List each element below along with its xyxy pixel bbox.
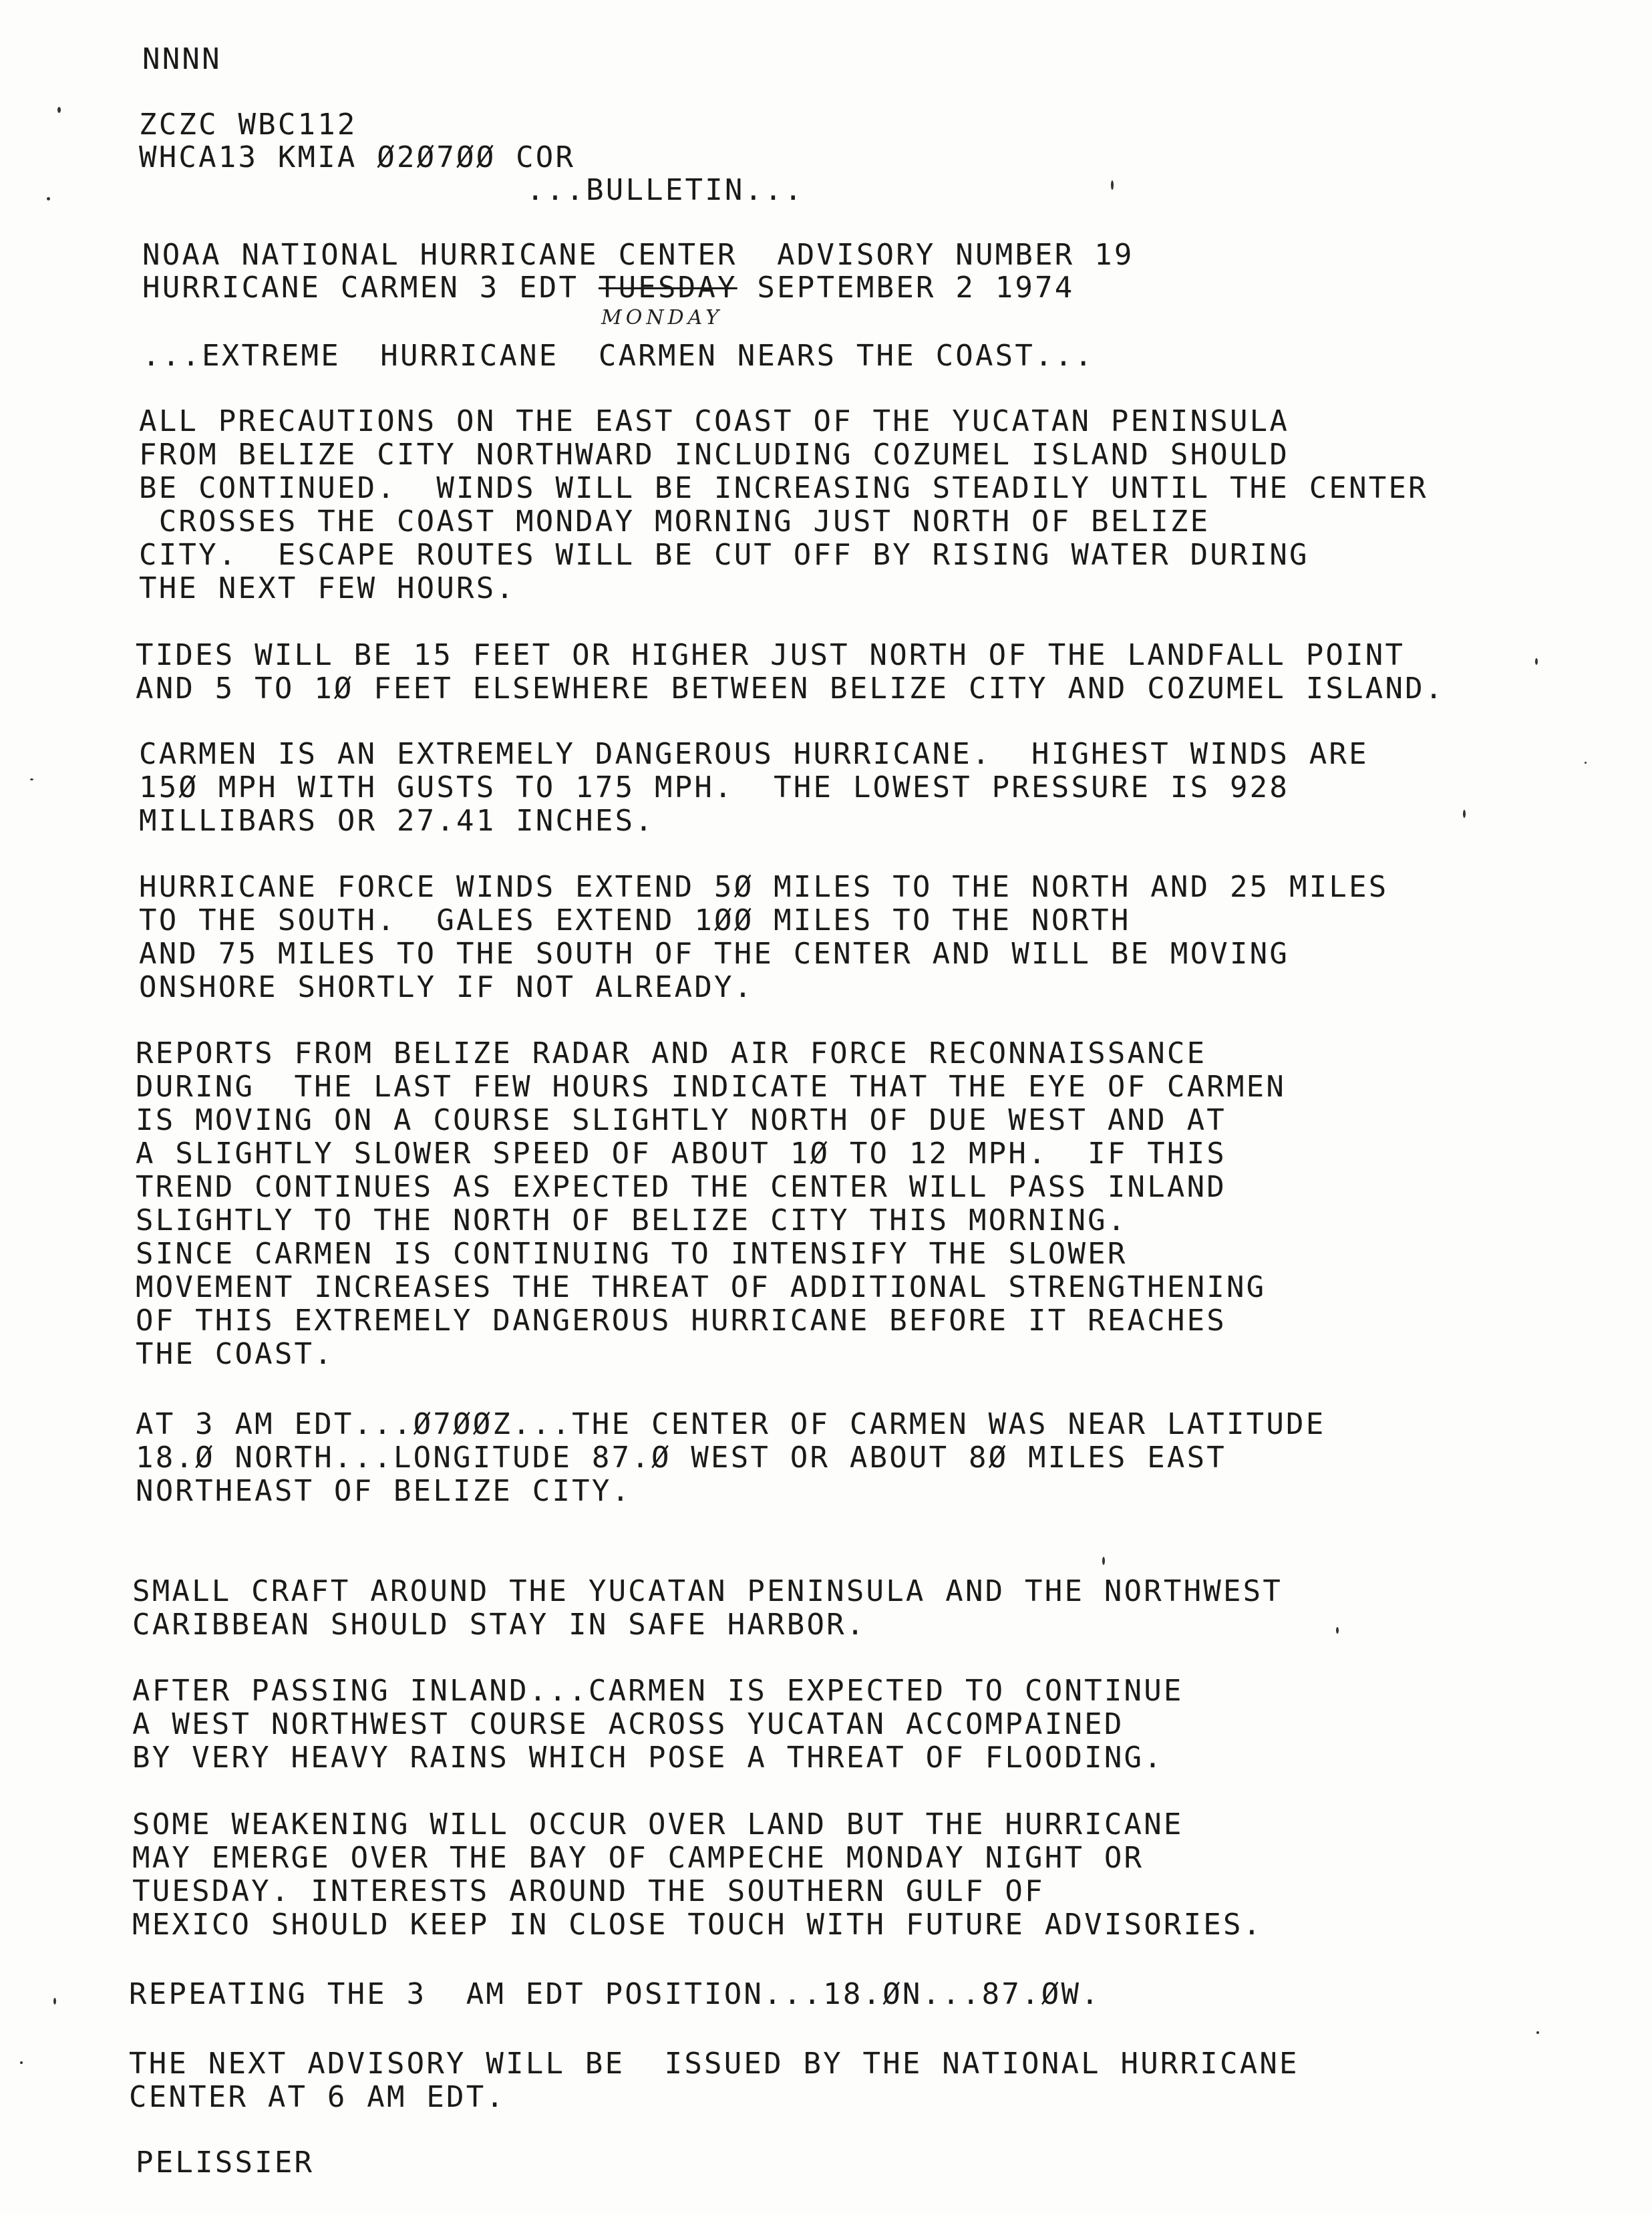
header-line-whca: WHCA13 KMIA Ø2Ø7ØØ COR (139, 140, 576, 174)
scan-speck (20, 2061, 23, 2064)
scan-speck (1585, 762, 1587, 764)
p7-line: CARIBBEAN SHOULD STAY IN SAFE HARBOR. (132, 1608, 866, 1642)
scan-speck (47, 197, 50, 200)
p5-line: SLIGHTLY TO THE NORTH OF BELIZE CITY THIS MORNING. (136, 1203, 1128, 1237)
p4-line: HURRICANE FORCE WINDS EXTEND 5Ø MILES TO THE NORTH AND 25 MILES (139, 870, 1389, 904)
p3-line: CARMEN IS AN EXTREMELY DANGEROUS HURRICANE. HIGHEST WINDS ARE (139, 737, 1369, 771)
p1-line: CITY. ESCAPE ROUTES WILL BE CUT OFF BY RISING WATER DURING (139, 538, 1309, 572)
scan-speck (1336, 1627, 1339, 1634)
p5-line: OF THIS EXTREMELY DANGEROUS HURRICANE BEFORE IT REACHES (136, 1304, 1226, 1338)
p9-line: MEXICO SHOULD KEEP IN CLOSE TOUCH WITH FUTURE ADVISORIES. (132, 1908, 1263, 1942)
p9-line: MAY EMERGE OVER THE BAY OF CAMPECHE MONDAY NIGHT OR (132, 1841, 1144, 1875)
p5-line: A SLIGHTLY SLOWER SPEED OF ABOUT 1Ø TO 12 MPH. IF THIS (136, 1137, 1226, 1171)
p6-line: 18.Ø NORTH...LONGITUDE 87.Ø WEST OR ABOUT 8Ø MILES EAST (136, 1441, 1226, 1475)
agency-advisory-line: NOAA NATIONAL HURRICANE CENTER ADVISORY NUMBER 19 (142, 238, 1134, 272)
p1-line: BE CONTINUED. WINDS WILL BE INCREASING STEADILY UNTIL THE CENTER (139, 471, 1428, 505)
p5-line: MOVEMENT INCREASES THE THREAT OF ADDITIONAL STRENGTHENING (136, 1270, 1267, 1304)
p4-line: ONSHORE SHORTLY IF NOT ALREADY. (139, 970, 754, 1004)
p4-line: AND 75 MILES TO THE SOUTH OF THE CENTER AND WILL BE MOVING (139, 937, 1290, 971)
p5-line: DURING THE LAST FEW HOURS INDICATE THAT THE EYE OF CARMEN (136, 1070, 1287, 1104)
p8-line: A WEST NORTHWEST COURSE ACROSS YUCATAN ACCOMPAINED (132, 1707, 1124, 1741)
p9-line: SOME WEAKENING WILL OCCUR OVER LAND BUT THE HURRICANE (132, 1807, 1184, 1841)
scan-speck (57, 107, 61, 113)
p2-line: AND 5 TO 1Ø FEET ELSEWHERE BETWEEN BELIZE CITY AND COZUMEL ISLAND. (136, 672, 1445, 706)
p6-line: NORTHEAST OF BELIZE CITY. (136, 1474, 632, 1508)
scan-speck (1463, 810, 1466, 818)
p11-line: THE NEXT ADVISORY WILL BE ISSUED BY THE NATIONAL HURRICANE (129, 2047, 1299, 2081)
scan-speck (1535, 658, 1538, 665)
scan-speck (30, 778, 33, 780)
storm-date-prefix: HURRICANE CARMEN 3 EDT (142, 271, 599, 305)
p1-line: THE NEXT FEW HOURS. (139, 571, 516, 605)
storm-date-line (142, 271, 1074, 305)
p6-line: AT 3 AM EDT...Ø7ØØZ...THE CENTER OF CARMEN WAS NEAR LATITUDE (136, 1407, 1326, 1441)
p5-line: REPORTS FROM BELIZE RADAR AND AIR FORCE RECONNAISSANCE (136, 1036, 1207, 1070)
bulletin-label: ...BULLETIN... (526, 173, 804, 207)
p2-line: TIDES WILL BE 15 FEET OR HIGHER JUST NORTH OF THE LANDFALL POINT (136, 638, 1406, 672)
p5-line: SINCE CARMEN IS CONTINUING TO INTENSIFY THE SLOWER (136, 1237, 1128, 1271)
p8-line: AFTER PASSING INLAND...CARMEN IS EXPECTED TO CONTINUE (132, 1674, 1184, 1708)
p11-line: CENTER AT 6 AM EDT. (129, 2080, 506, 2114)
p5-line: THE COAST. (136, 1337, 334, 1371)
p4-line: TO THE SOUTH. GALES EXTEND 1ØØ MILES TO THE NORTH (139, 903, 1131, 937)
storm-date-suffix: SEPTEMBER 2 1974 (737, 271, 1075, 305)
p10-line: REPEATING THE 3 AM EDT POSITION...18.ØN...87.ØW. (129, 1977, 1101, 2011)
p3-line: 15Ø MPH WITH GUSTS TO 175 MPH. THE LOWEST PRESSURE IS 928 (139, 770, 1290, 804)
scan-speck (1111, 180, 1114, 190)
p9-line: TUESDAY. INTERESTS AROUND THE SOUTHERN GULF OF (132, 1874, 1045, 1908)
header-line-zczc: ZCZC WBC112 (139, 108, 357, 142)
scan-speck (1102, 1557, 1105, 1565)
p8-line: BY VERY HEAVY RAINS WHICH POSE A THREAT OF FLOODING. (132, 1741, 1164, 1775)
handwritten-correction: MONDAY (601, 306, 723, 329)
signature: PELISSIER (136, 2146, 315, 2180)
headline: ...EXTREME HURRICANE CARMEN NEARS THE COAST... (142, 339, 1095, 373)
p7-line: SMALL CRAFT AROUND THE YUCATAN PENINSULA AND THE NORTHWEST (132, 1574, 1283, 1608)
scan-speck (1536, 2031, 1539, 2034)
p5-line: TREND CONTINUES AS EXPECTED THE CENTER WILL PASS INLAND (136, 1170, 1226, 1204)
header-line-nnnn: NNNN (142, 42, 222, 76)
p5-line: IS MOVING ON A COURSE SLIGHTLY NORTH OF DUE WEST AND AT (136, 1103, 1226, 1137)
p1-line: CROSSES THE COAST MONDAY MORNING JUST NORTH OF BELIZE (139, 504, 1210, 539)
p1-line: FROM BELIZE CITY NORTHWARD INCLUDING COZUMEL ISLAND SHOULD (139, 438, 1290, 472)
p3-line: MILLIBARS OR 27.41 INCHES. (139, 804, 655, 838)
scan-speck (53, 1998, 56, 2005)
p1-line: ALL PRECAUTIONS ON THE EAST COAST OF THE YUCATAN PENINSULA (139, 404, 1290, 438)
struck-day: TUESDAY (598, 271, 737, 305)
